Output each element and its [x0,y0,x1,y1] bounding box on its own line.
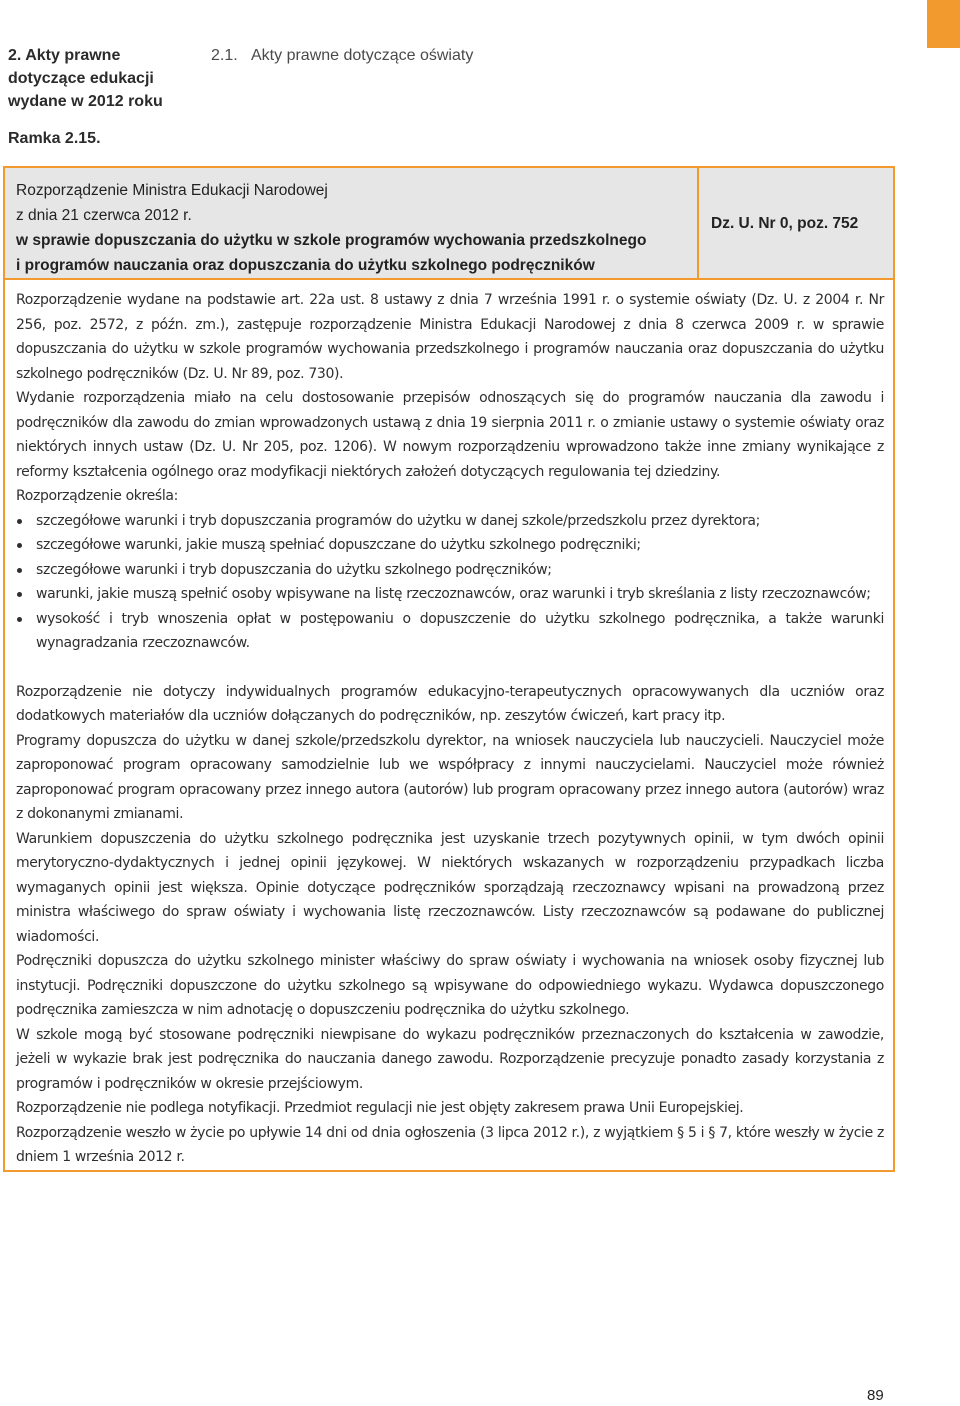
regulation-body [16,288,884,1170]
title-line: Rozporządzenie Ministra Edukacji Narodowej [16,182,328,199]
body-paragraph: Warunkiem dopuszczenia do użytku szkolnego podręcznika jest uzyskanie trzech pozytywnych opinii, w tym dwóch opinii merytoryczno-dydaktycznych i jednej opinii językowej. W niektórych wskazanych w rozporządzeniu przypadkach liczba wymaganych opinii jest większa. Opinie dotyczące podręczników sporządzają rzeczoznawcy wpisani na prowadzoną przez ministra właściwego do spraw oświaty i wychowania listę rzeczoznawców. Listy rzeczoznawców są podawane do publicznej wiadomości. [16,830,884,945]
spacer [16,656,884,680]
regulation-header [5,168,893,280]
body-paragraph: Podręczniki dopuszcza do użytku szkolnego minister właściwy do spraw oświaty i wychowania na wniosek osoby fizycznej lub instytucji. Podręczniki dopuszczone do użytku szkolnego są wpisywane do odpowiedniego wykazu. Wydawca dopuszczonego podręcznika zamieszcza w nim adnotację o dopuszczeniu podręcznika do użytku szkolnego. [16,953,884,1018]
list-item: wysokość i tryb wnoszenia opłat w postępowaniu o dopuszczenie do użytku szkolnego podręcznika, a także warunki wynagradzania rzeczoznawców. [16,607,884,656]
header-divider [697,168,699,278]
chapter-line: 2. Akty prawne [8,47,121,64]
title-line: w sprawie dopuszczania do użytku w szkole programów wychowania przedszkolnego [16,232,647,249]
scope-list [16,509,884,656]
body-paragraph: W szkole mogą być stosowane podręczniki niewpisane do wykazu podręczników przeznaczonych do kształcenia w zawodzie, jeżeli w wykazie brak jest podręcznika do nauczania danego zawodu. Rozporządzenie precyzuje ponadto zasady korzystania z programów i podręczników w okresie przejściowym. [16,1026,884,1092]
section-heading [211,44,473,67]
body-paragraph: Rozporządzenie nie dotyczy indywidualnych programów edukacyjno-terapeutycznych opracowywanych dla uczniów oraz dodatkowych materiałów dla uczniów dołączanych do podręczników, np. zeszytów ćwiczeń, kart pracy itp. [16,683,884,724]
journal-reference: Dz. U. Nr 0, poz. 752 [711,215,859,232]
regulation-box [3,166,895,1172]
list-item: szczegółowe warunki i tryb dopuszczania programów do użytku w danej szkole/przedszkolu przez dyrektora; [16,509,884,534]
list-intro: Rozporządzenie określa: [16,488,178,504]
ramka-label: Ramka 2.15. [8,130,101,147]
regulation-title [16,178,696,278]
body-paragraph: Wydanie rozporządzenia miało na celu dostosowanie przepisów odnoszących się do programów nauczania dla zawodu i podręczników dla zawodu do zmian wprowadzonych ustawą z dnia 19 sierpnia 2011 r. o zmianie ustawy o systemie oświaty oraz niektórych innych ustaw (Dz. U. Nr 205, poz. 1206). W nowym rozporządzeniu wprowadzono także inne zmiany wynikające z reformy kształcenia ogólnego oraz modyfikacji niektórych założeń dotyczących regulowania tej dziedziny. [16,390,884,480]
body-paragraph: Rozporządzenie nie podlega notyfikacji. Przedmiot regulacji nie jest objęty zakresem prawa Unii Europejskiej. [16,1100,744,1116]
title-line: i programów nauczania oraz dopuszczania do użytku szkolnego podręczników [16,257,595,274]
chapter-line: dotyczące edukacji [8,70,154,87]
section-number: 2.1. [211,47,238,64]
list-item: warunki, jakie muszą spełnić osoby wpisywane na listę rzeczoznawców, oraz warunki i tryb skreślania z listy rzeczoznawców; [16,582,884,607]
chapter-heading [8,44,193,113]
list-item: szczegółowe warunki, jakie muszą spełniać dopuszczane do użytku szkolnego podręczniki; [16,533,884,558]
body-paragraph: Programy dopuszcza do użytku w danej szkole/przedszkolu dyrektor, na wniosek nauczyciela lub nauczycieli. Nauczyciel może zaproponować program opracowany samodzielnie lub we współpracy z innymi nauczycielami. Nauczyciel może również zaproponować program opracowany przez innego autora (autorów) lub program opracowany przez innego autora (autorów) wraz z dokonanymi zmianami. [16,732,884,822]
orange-corner-tab [927,0,960,48]
title-line: z dnia 21 czerwca 2012 r. [16,207,192,224]
body-paragraph: Rozporządzenie weszło w życie po upływie 14 dni od dnia ogłoszenia (3 lipca 2012 r.), z wyjątkiem § 5 i § 7, które weszły w życie z dniem 1 września 2012 r. [16,1124,884,1165]
list-item: szczegółowe warunki i tryb dopuszczania do użytku szkolnego podręczników; [16,558,884,583]
body-paragraph: Rozporządzenie wydane na podstawie art. 22a ust. 8 ustawy z dnia 7 września 1991 r. o systemie oświaty (Dz. U. z 2004 r. Nr 256, poz. 2572, z późn. zm.), zastępuje rozporządzenie Ministra Edukacji Narodowej z dnia 8 czerwca 2009 r. w sprawie dopuszczania do użytku w szkole programów wychowania przedszkolnego i programów nauczania oraz dopuszczania do użytku szkolnego podręczników (Dz. U. Nr 89, poz. 730). [16,292,884,382]
section-title: Akty prawne dotyczące oświaty [251,47,474,64]
chapter-line: wydane w 2012 roku [8,93,163,110]
page-number: 89 [867,1387,884,1404]
